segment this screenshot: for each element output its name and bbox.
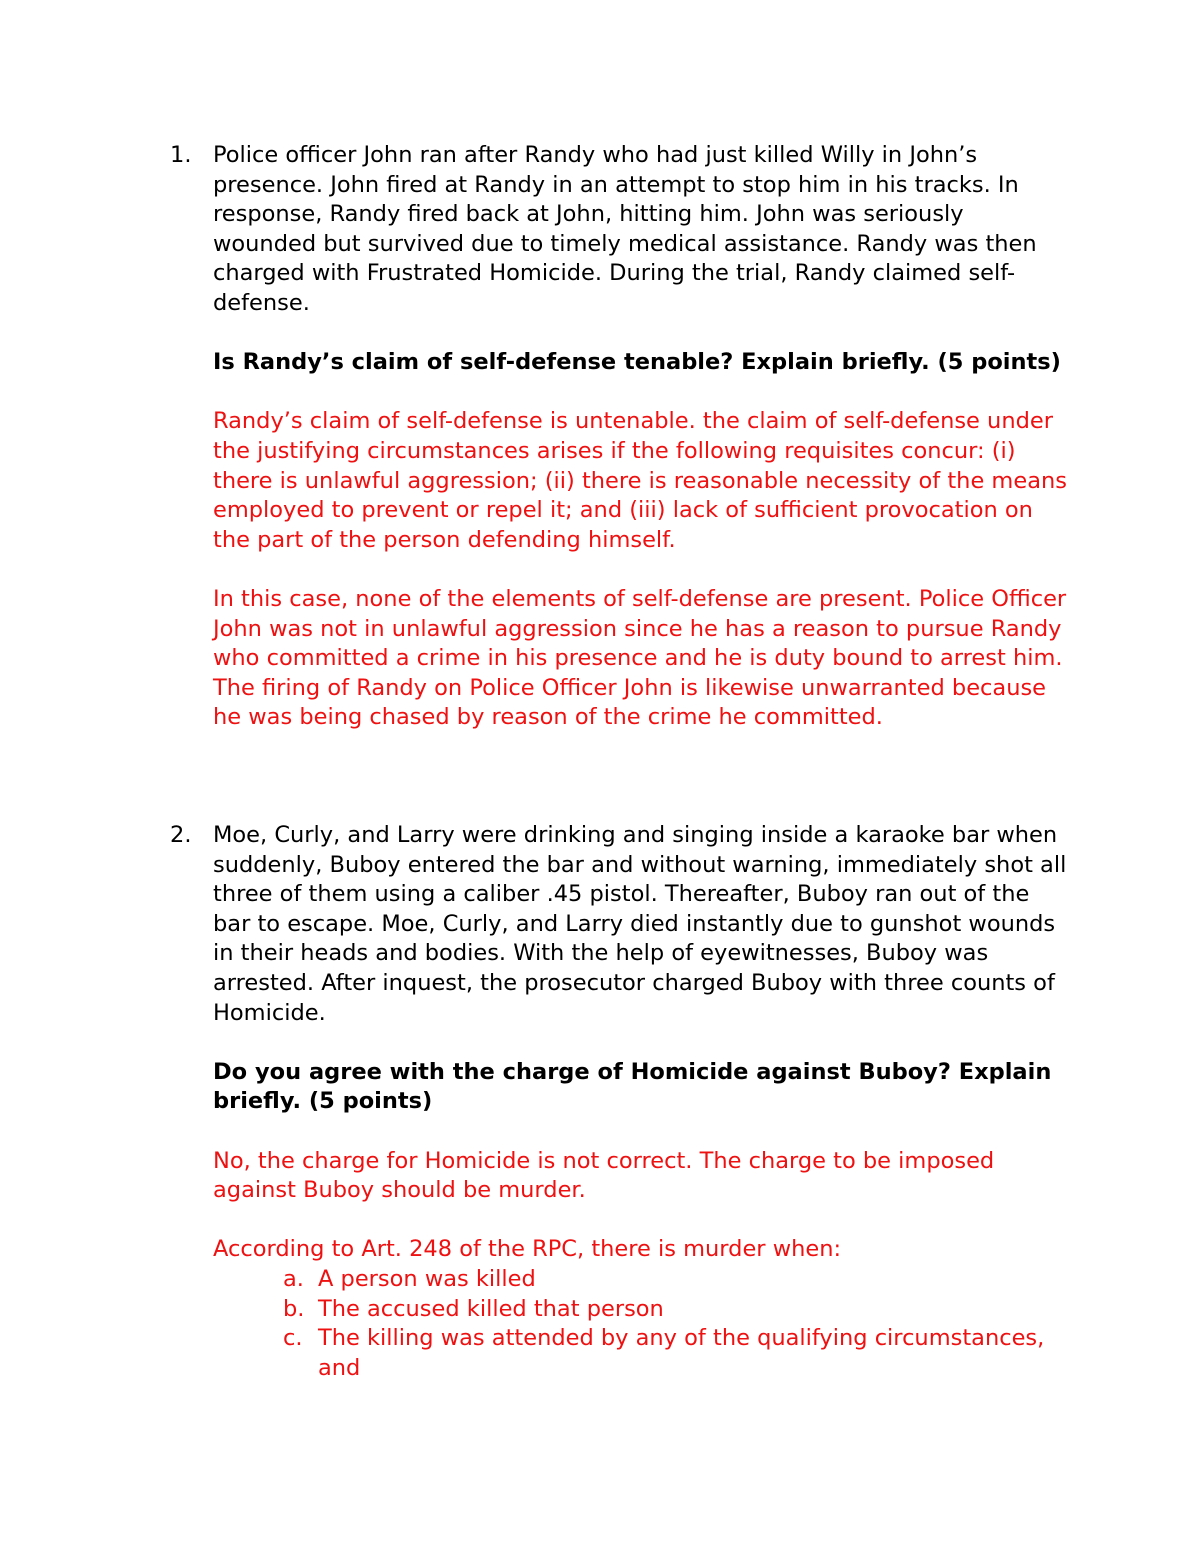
list-item-letter: a. xyxy=(283,1265,304,1292)
answer-paragraph: Randy’s claim of self-defense is untenable. the claim of self-defense under the justifying circumstances arises if the following requisites concur: (i) there is unlawful aggression; (ii) there is reasonable necessity of the means employed to prevent or repel it; and (iii) lack of sufficient provocation on the part of the person defending himself. xyxy=(213,408,1067,553)
list-item-text: A person was killed xyxy=(318,1265,536,1292)
question-number: 2. xyxy=(170,822,192,848)
list-item xyxy=(213,1295,1073,1325)
list-item xyxy=(213,1324,1073,1383)
answer-paragraph: No, the charge for Homicide is not correct. The charge to be imposed against Buboy should be murder. xyxy=(213,1147,995,1204)
question-scenario: Police officer John ran after Randy who had just killed Willy in John’s presence. John fired at Randy in an attempt to stop him in his tracks. In response, Randy fired back at John, hitting him. John was seriously wounded but survived due to timely medical assistance. Randy was then charged with Frustrated Homicide. During the trial, Randy claimed self-defense. xyxy=(213,142,1037,316)
answer-paragraph: According to Art. 248 of the RPC, there is murder when: xyxy=(213,1236,842,1263)
question-prompt: Is Randy’s claim of self-defense tenable? Explain briefly. (5 points) xyxy=(213,349,1061,376)
answer-paragraph: In this case, none of the elements of self-defense are present. Police Officer John was not in unlawful aggression since he has a reason to pursue Randy who committed a crime in his presence and he is duty bound to arrest him. The firing of Randy on Police Officer John is likewise unwarranted because he was being chased by reason of the crime he committed. xyxy=(213,585,1067,731)
list-item-letter: b. xyxy=(283,1295,305,1322)
list-item-text: The killing was attended by any of the qualifying circumstances, and xyxy=(318,1325,1045,1381)
question-number: 1. xyxy=(170,142,192,168)
list-item-letter: c. xyxy=(283,1325,303,1352)
list-item xyxy=(213,1265,1073,1295)
question-scenario: Moe, Curly, and Larry were drinking and singing inside a karaoke bar when suddenly, Buboy entered the bar and without warning, immediately shot all three of them using a caliber .45 pistol. Thereafter, Buboy ran out of the bar to escape. Moe, Curly, and Larry died instantly due to gunshot wounds in their heads and bodies. With the help of eyewitnesses, Buboy was arrested. After inquest, the prosecutor charged Buboy with three counts of Homicide. xyxy=(213,822,1067,1026)
murder-elements-list xyxy=(213,1265,1073,1383)
question-prompt: Do you agree with the charge of Homicide against Buboy? Explain briefly. (5 points) xyxy=(213,1058,1052,1115)
list-item-text: The accused killed that person xyxy=(318,1295,664,1322)
question-2 xyxy=(170,821,1070,1383)
question-1 xyxy=(170,141,1070,733)
